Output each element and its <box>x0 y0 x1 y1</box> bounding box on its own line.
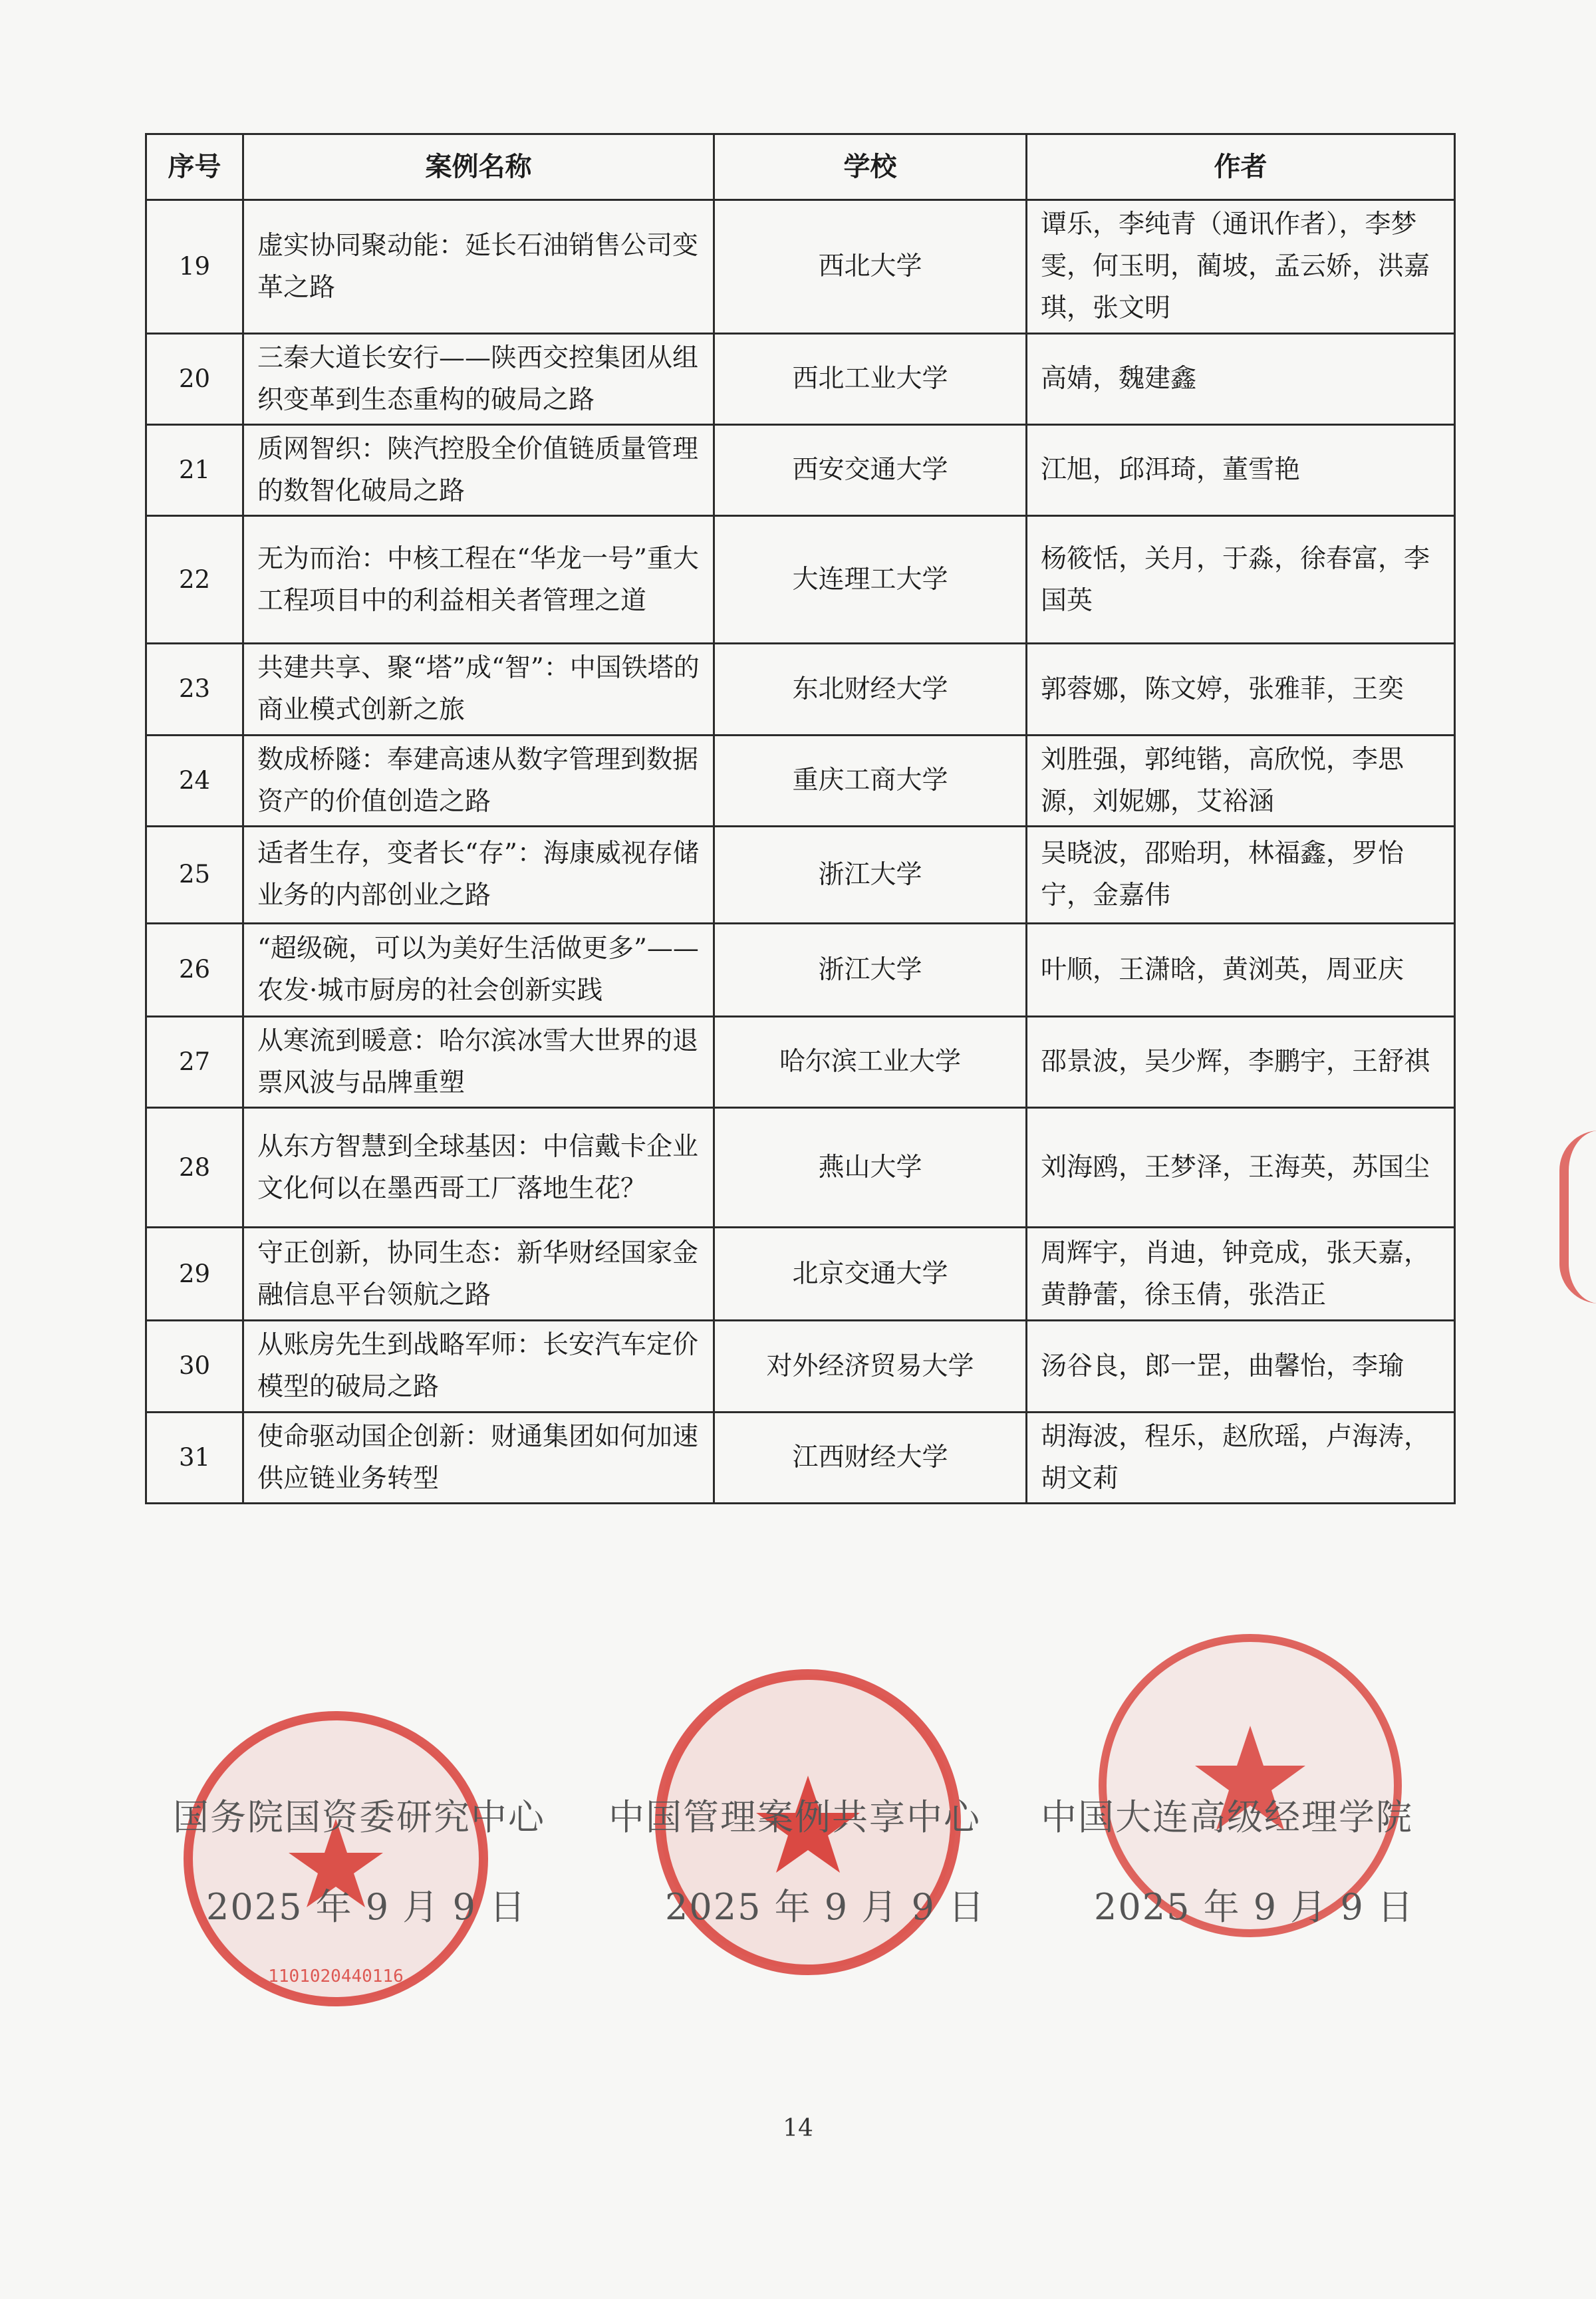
row-author: 胡海波，程乐，赵欣瑶，卢海涛，胡文莉 <box>1027 1412 1455 1503</box>
header-author: 作者 <box>1027 134 1455 200</box>
header-case-name: 案例名称 <box>243 134 714 200</box>
row-author: 刘海鸥，王梦泽，王海英，苏国尘 <box>1027 1108 1455 1228</box>
row-no: 19 <box>146 200 243 334</box>
row-school: 西北工业大学 <box>714 333 1027 424</box>
row-author: 江旭，邱洱琦，董雪艳 <box>1027 424 1455 515</box>
row-school: 西安交通大学 <box>714 424 1027 515</box>
row-no: 26 <box>146 923 243 1016</box>
row-school: 大连理工大学 <box>714 516 1027 644</box>
row-school: 浙江大学 <box>714 826 1027 923</box>
stamp-edge-mark <box>1559 1131 1596 1303</box>
signature-org-3: 中国大连高级经理学院 <box>1041 1796 1413 1838</box>
row-case-name: 从东方智慧到全球基因：中信戴卡企业文化何以在墨西哥工厂落地生花？ <box>243 1108 714 1228</box>
signature-org-2: 中国管理案例共享中心 <box>608 1796 981 1838</box>
row-no: 28 <box>146 1108 243 1228</box>
row-school: 燕山大学 <box>714 1108 1027 1228</box>
row-school: 对外经济贸易大学 <box>714 1321 1027 1412</box>
row-author: 邵景波，吴少辉，李鹏宇，王舒祺 <box>1027 1016 1455 1107</box>
table-row <box>146 200 1455 334</box>
signature-date-1: 2025 年 9 月 9 日 <box>206 1886 527 1928</box>
row-no: 27 <box>146 1016 243 1107</box>
row-school: 重庆工商大学 <box>714 735 1027 826</box>
row-no: 22 <box>146 516 243 644</box>
row-no: 25 <box>146 826 243 923</box>
row-no: 29 <box>146 1228 243 1321</box>
row-author: 郭蓉娜，陈文婷，张雅菲，王奕 <box>1027 644 1455 735</box>
signature-date-3: 2025 年 9 月 9 日 <box>1094 1886 1414 1928</box>
header-no: 序号 <box>146 134 243 200</box>
row-no: 30 <box>146 1321 243 1412</box>
row-case-name: 守正创新，协同生态：新华财经国家金融信息平台领航之路 <box>243 1228 714 1321</box>
row-no: 21 <box>146 424 243 515</box>
case-table <box>145 133 1456 1504</box>
row-author: 杨筱恬，关月，于淼，徐春富，李国英 <box>1027 516 1455 644</box>
table-row <box>146 923 1455 1016</box>
row-author: 叶顺，王潇晗，黄浏英，周亚庆 <box>1027 923 1455 1016</box>
row-author: 谭乐，李纯青（通讯作者），李梦雯，何玉明，蔺坡，孟云娇，洪嘉琪，张文明 <box>1027 200 1455 334</box>
row-school: 浙江大学 <box>714 923 1027 1016</box>
seal-stamp-sasac-research <box>176 1702 495 2015</box>
row-case-name: 虚实协同聚动能：延长石油销售公司变革之路 <box>243 200 714 334</box>
signature-dates <box>133 1879 1463 1928</box>
row-case-name: 从账房先生到战略军师：长安汽车定价模型的破局之路 <box>243 1321 714 1412</box>
signature-org-1: 国务院国资委研究中心 <box>173 1796 545 1838</box>
row-no: 31 <box>146 1412 243 1503</box>
row-case-name: 数成桥隧：奉建高速从数字管理到数据资产的价值创造之路 <box>243 735 714 826</box>
row-case-name: 适者生存，变者长“存”：海康威视存储业务的内部创业之路 <box>243 826 714 923</box>
row-case-name: 无为而治：中核工程在“华龙一号”重大工程项目中的利益相关者管理之道 <box>243 516 714 644</box>
table-row <box>146 644 1455 735</box>
table-row <box>146 1412 1455 1503</box>
table-header-row <box>146 134 1455 200</box>
table-row <box>146 1321 1455 1412</box>
row-no: 20 <box>146 333 243 424</box>
header-school: 学校 <box>714 134 1027 200</box>
table-row <box>146 1228 1455 1321</box>
row-author: 汤谷良，郎一罡，曲馨怡，李瑜 <box>1027 1321 1455 1412</box>
row-author: 吴晓波，邵贻玥，林福鑫，罗怡宁，金嘉伟 <box>1027 826 1455 923</box>
row-school: 江西财经大学 <box>714 1412 1027 1503</box>
row-school: 北京交通大学 <box>714 1228 1027 1321</box>
row-case-name: 共建共享、聚“塔”成“智”：中国铁塔的商业模式创新之旅 <box>243 644 714 735</box>
row-case-name: 三秦大道长安行——陕西交控集团从组织变革到生态重构的破局之路 <box>243 333 714 424</box>
row-case-name: 从寒流到暖意：哈尔滨冰雪大世界的退票风波与品牌重塑 <box>243 1016 714 1107</box>
table-row <box>146 1016 1455 1107</box>
seal-1-code: 1101020440116 <box>268 1966 404 1986</box>
row-school: 东北财经大学 <box>714 644 1027 735</box>
row-case-name: 使命驱动国企创新：财通集团如何加速供应链业务转型 <box>243 1412 714 1503</box>
table-row <box>146 424 1455 515</box>
seal-1-text <box>176 2015 177 2016</box>
table-row <box>146 333 1455 424</box>
row-no: 24 <box>146 735 243 826</box>
row-author: 刘胜强，郭纯锴，高欣悦，李思源，刘妮娜，艾裕涵 <box>1027 735 1455 826</box>
table-row <box>146 826 1455 923</box>
table-row <box>146 735 1455 826</box>
signature-date-2: 2025 年 9 月 9 日 <box>665 1886 986 1928</box>
row-case-name: “超级碗，可以为美好生活做更多”——农发·城市厨房的社会创新实践 <box>243 923 714 1016</box>
row-author: 周辉宇，肖迪，钟竞成，张天嘉，黄静蕾，徐玉倩，张浩正 <box>1027 1228 1455 1321</box>
signature-orgs <box>133 1789 1463 1838</box>
row-no: 23 <box>146 644 243 735</box>
row-school: 西北大学 <box>714 200 1027 334</box>
row-case-name: 质网智织：陕汽控股全价值链质量管理的数智化破局之路 <box>243 424 714 515</box>
table-row <box>146 516 1455 644</box>
row-author: 高婧，魏建鑫 <box>1027 333 1455 424</box>
page-number: 14 <box>783 2115 813 2142</box>
table-row <box>146 1108 1455 1228</box>
seal-1-graphic <box>176 1702 495 2015</box>
row-school: 哈尔滨工业大学 <box>714 1016 1027 1107</box>
